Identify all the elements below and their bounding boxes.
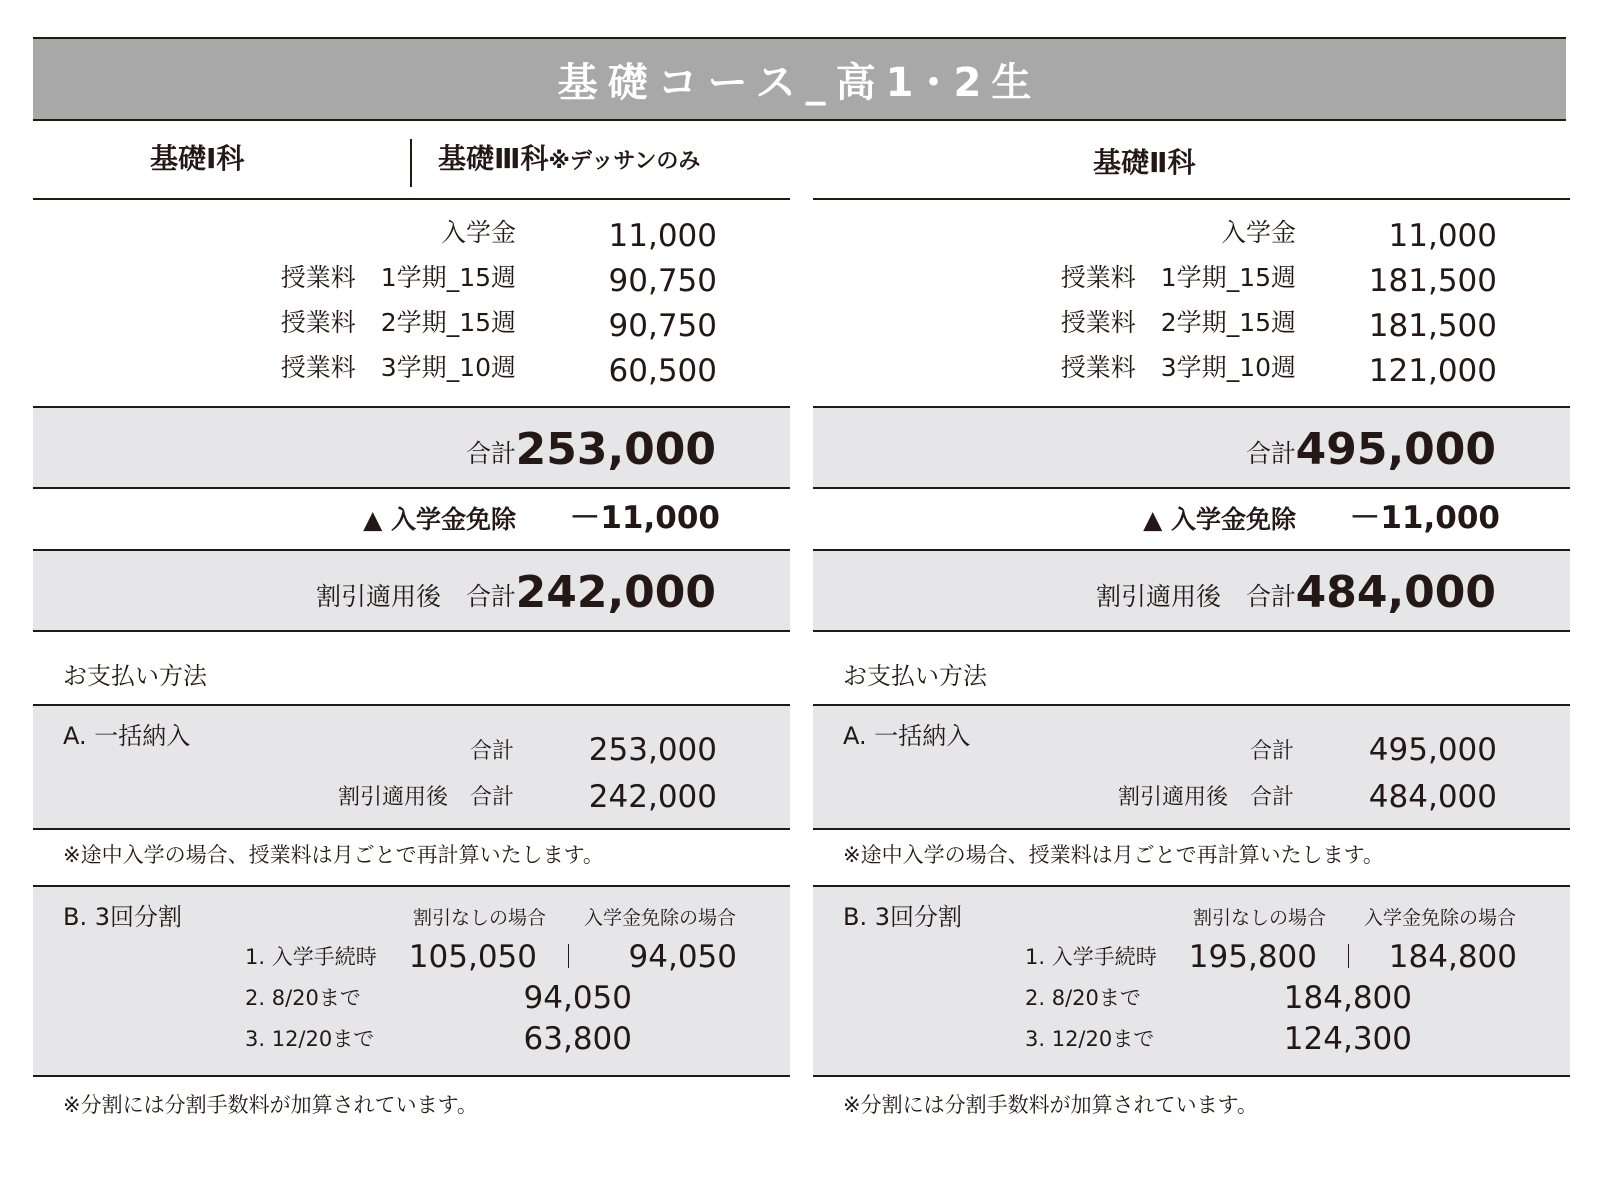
lump-total-value: 253,000: [588, 732, 717, 768]
fee-value: 121,000: [1368, 353, 1497, 389]
divider: [813, 198, 1570, 200]
midterm-note: ※途中入学の場合、授業料は月ごとで再計算いたします。: [63, 843, 604, 867]
payment-method-heading: お支払い方法: [63, 662, 207, 690]
divider: [33, 828, 790, 830]
course-column-right: [813, 121, 1570, 1171]
installment-1-label: 1. 入学手続時: [245, 945, 377, 969]
waiver-label: ▲ 入学金免除: [363, 505, 516, 534]
divider: [813, 1075, 1570, 1077]
divider: [33, 630, 790, 632]
course-name-3-note: ※デッサンのみ: [548, 149, 701, 174]
total-value: 253,000: [515, 424, 716, 475]
divider: [33, 1075, 790, 1077]
fee-value: 90,750: [608, 308, 717, 344]
installment-note: ※分割には分割手数料が加算されています。: [63, 1093, 478, 1117]
installment-1-no-discount: 105,050: [408, 939, 537, 975]
fee-value: 11,000: [608, 218, 717, 254]
divider: [813, 828, 1570, 830]
installment-3-value: 124,300: [1283, 1021, 1412, 1057]
fee-value: 90,750: [608, 263, 717, 299]
installment-3-label: 3. 12/20まで: [245, 1027, 375, 1051]
discount-label: 割引適用後 合計: [315, 582, 516, 611]
fee-label: 授業料 1学期_15週: [280, 263, 516, 292]
fee-label: 入学金: [440, 218, 516, 247]
fee-label: 授業料 1学期_15週: [1060, 263, 1296, 292]
divider: [33, 198, 790, 200]
installment-3-value: 63,800: [523, 1021, 632, 1057]
discount-value: 484,000: [1295, 567, 1496, 618]
lump-discount-value: 242,000: [588, 779, 717, 815]
installment-2-label: 2. 8/20まで: [1025, 986, 1141, 1010]
fee-label: 入学金: [1220, 218, 1296, 247]
course-title: 基礎コース_高1･2生: [557, 59, 1042, 106]
lump-discount-value: 484,000: [1368, 779, 1497, 815]
value-divider: [1348, 944, 1349, 968]
waiver-value: －11,000: [1349, 500, 1500, 536]
lump-discount-label: 割引適用後 合計: [337, 785, 514, 810]
installment-title: B. 3回分割: [843, 903, 962, 931]
course-name-2: 基礎Ⅱ科: [1093, 146, 1196, 179]
installment-note: ※分割には分割手数料が加算されています。: [843, 1093, 1258, 1117]
header-divider: [410, 139, 412, 187]
no-discount-header: 割引なしの場合: [1193, 907, 1327, 929]
installment-title: B. 3回分割: [63, 903, 182, 931]
fee-label: 授業料 2学期_15週: [1060, 308, 1296, 337]
discount-value: 242,000: [515, 567, 716, 618]
no-discount-header: 割引なしの場合: [413, 907, 547, 929]
installment-1-waiver: 94,050: [628, 939, 737, 975]
installment-1-label: 1. 入学手続時: [1025, 945, 1157, 969]
course-column-left: [33, 121, 790, 1171]
lump-total-label: 合計: [1249, 739, 1294, 764]
lump-sum-title: A. 一括納入: [63, 722, 191, 750]
payment-method-heading: お支払い方法: [843, 662, 987, 690]
total-label: 合計: [465, 439, 516, 468]
value-divider: [568, 944, 569, 968]
fee-label: 授業料 3学期_10週: [1060, 353, 1296, 382]
lump-discount-label: 割引適用後 合計: [1117, 785, 1294, 810]
waiver-header: 入学金免除の場合: [1364, 907, 1517, 929]
divider: [33, 487, 790, 489]
course-name-1: 基礎Ⅰ科: [150, 142, 245, 175]
course-title-banner: [33, 37, 1566, 121]
total-value: 495,000: [1295, 424, 1496, 475]
waiver-label: ▲ 入学金免除: [1143, 505, 1296, 534]
fee-value: 181,500: [1368, 263, 1497, 299]
divider: [813, 630, 1570, 632]
installment-2-label: 2. 8/20まで: [245, 986, 361, 1010]
installment-2-value: 184,800: [1283, 980, 1412, 1016]
lump-total-label: 合計: [469, 739, 514, 764]
installment-1-waiver: 184,800: [1388, 939, 1517, 975]
lump-total-value: 495,000: [1368, 732, 1497, 768]
installment-1-no-discount: 195,800: [1188, 939, 1317, 975]
course-name-3: 基礎Ⅲ科※デッサンのみ: [438, 142, 701, 175]
divider: [813, 487, 1570, 489]
waiver-value: －11,000: [569, 500, 720, 536]
fee-value: 11,000: [1388, 218, 1497, 254]
midterm-note: ※途中入学の場合、授業料は月ごとで再計算いたします。: [843, 843, 1384, 867]
installment-2-value: 94,050: [523, 980, 632, 1016]
fee-label: 授業料 3学期_10週: [280, 353, 516, 382]
total-label: 合計: [1245, 439, 1296, 468]
fee-label: 授業料 2学期_15週: [280, 308, 516, 337]
fee-value: 181,500: [1368, 308, 1497, 344]
discount-label: 割引適用後 合計: [1095, 582, 1296, 611]
installment-3-label: 3. 12/20まで: [1025, 1027, 1155, 1051]
waiver-header: 入学金免除の場合: [584, 907, 737, 929]
lump-sum-title: A. 一括納入: [843, 722, 971, 750]
fee-value: 60,500: [608, 353, 717, 389]
